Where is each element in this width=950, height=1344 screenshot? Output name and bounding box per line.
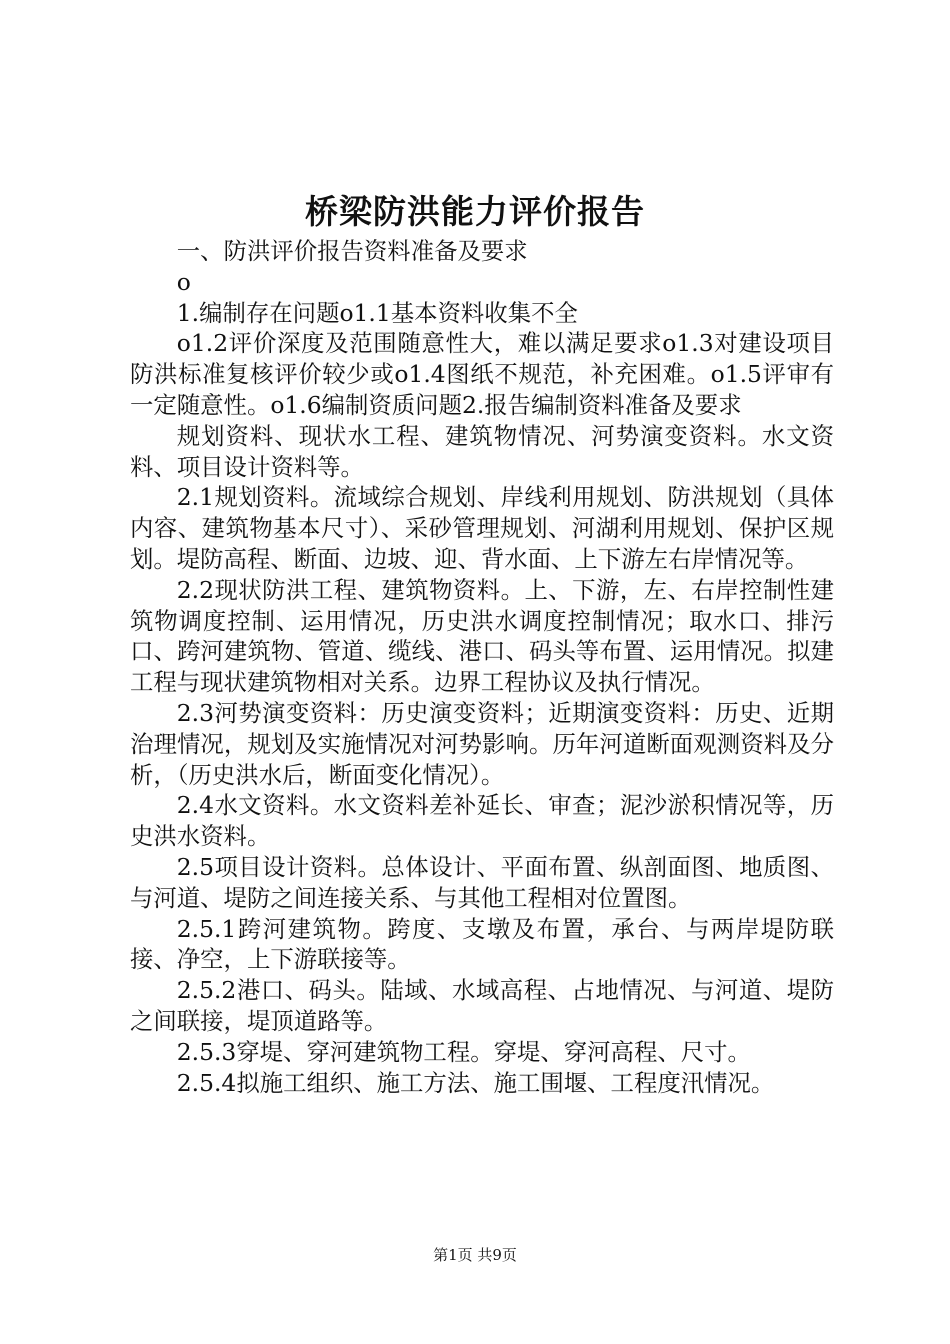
body-paragraph: 2.5.1跨河建筑物。跨度、支墩及布置，承台、与两岸堤防联接、净空，上下游联接等。 — [130, 914, 834, 974]
body-paragraph: o — [176, 267, 191, 296]
document-body — [130, 236, 834, 1098]
body-paragraph: 2.3河势演变资料：历史演变资料；近期演变资料：历史、近期治理情况，规划及实施情况对河势影响。历年河道断面观测资料及分析，（历史洪水后，断面变化情况）。 — [130, 698, 834, 789]
body-paragraph: 2.5.4拟施工组织、施工方法、施工围堰、工程度汛情况。 — [176, 1068, 775, 1097]
document-title: 桥梁防洪能力评价报告 — [305, 192, 645, 231]
body-paragraph: 2.1规划资料。流域综合规划、岸线利用规划、防洪规划（具体内容、建筑物基本尺寸）、采砂管理规划、河湖利用规划、保护区规划。堤防高程、断面、边坡、迎、背水面、上下游左右岸情况等。 — [130, 483, 834, 573]
body-paragraph: 2.4水文资料。水文资料差补延长、审查；泥沙淤积情况等，历史洪水资料。 — [130, 791, 834, 851]
body-paragraph: o1.2评价深度及范围随意性大，难以满足要求o1.3对建设项目防洪标准复核评价较少或o1.4图纸不规范，补充困难。o1.5评审有一定随意性。o1.6编制资质问题2.报告编制资料准备及要求 — [130, 329, 834, 419]
body-paragraph: 一、防洪评价报告资料准备及要求 — [176, 237, 528, 265]
body-paragraph: 2.5项目设计资料。总体设计、平面布置、纵剖面图、地质图、与河道、堤防之间连接关系、与其他工程相对位置图。 — [130, 852, 834, 912]
page-footer: 第1页 共9页 — [433, 1246, 517, 1264]
body-paragraph: 2.5.2港口、码头。陆域、水域高程、占地情况、与河道、堤防之间联接，堤顶道路等。 — [130, 976, 834, 1035]
body-paragraph: 规划资料、现状水工程、建筑物情况、河势演变资料。水文资料、项目设计资料等。 — [130, 421, 834, 481]
body-paragraph: 2.2现状防洪工程、建筑物资料。上、下游，左、右岸控制性建筑物调度控制、运用情况，历史洪水调度控制情况；取水口、排污口、跨河建筑物、管道、缆线、港口、码头等布置、运用情况。拟建工程与现状建筑物相对关系。边界工程协议及执行情况。 — [130, 575, 834, 697]
body-paragraph: 2.5.3穿堤、穿河建筑物工程。穿堤、穿河高程、尺寸。 — [176, 1037, 751, 1066]
body-paragraph: 1.编制存在问题o1.1基本资料收集不全 — [176, 298, 578, 327]
